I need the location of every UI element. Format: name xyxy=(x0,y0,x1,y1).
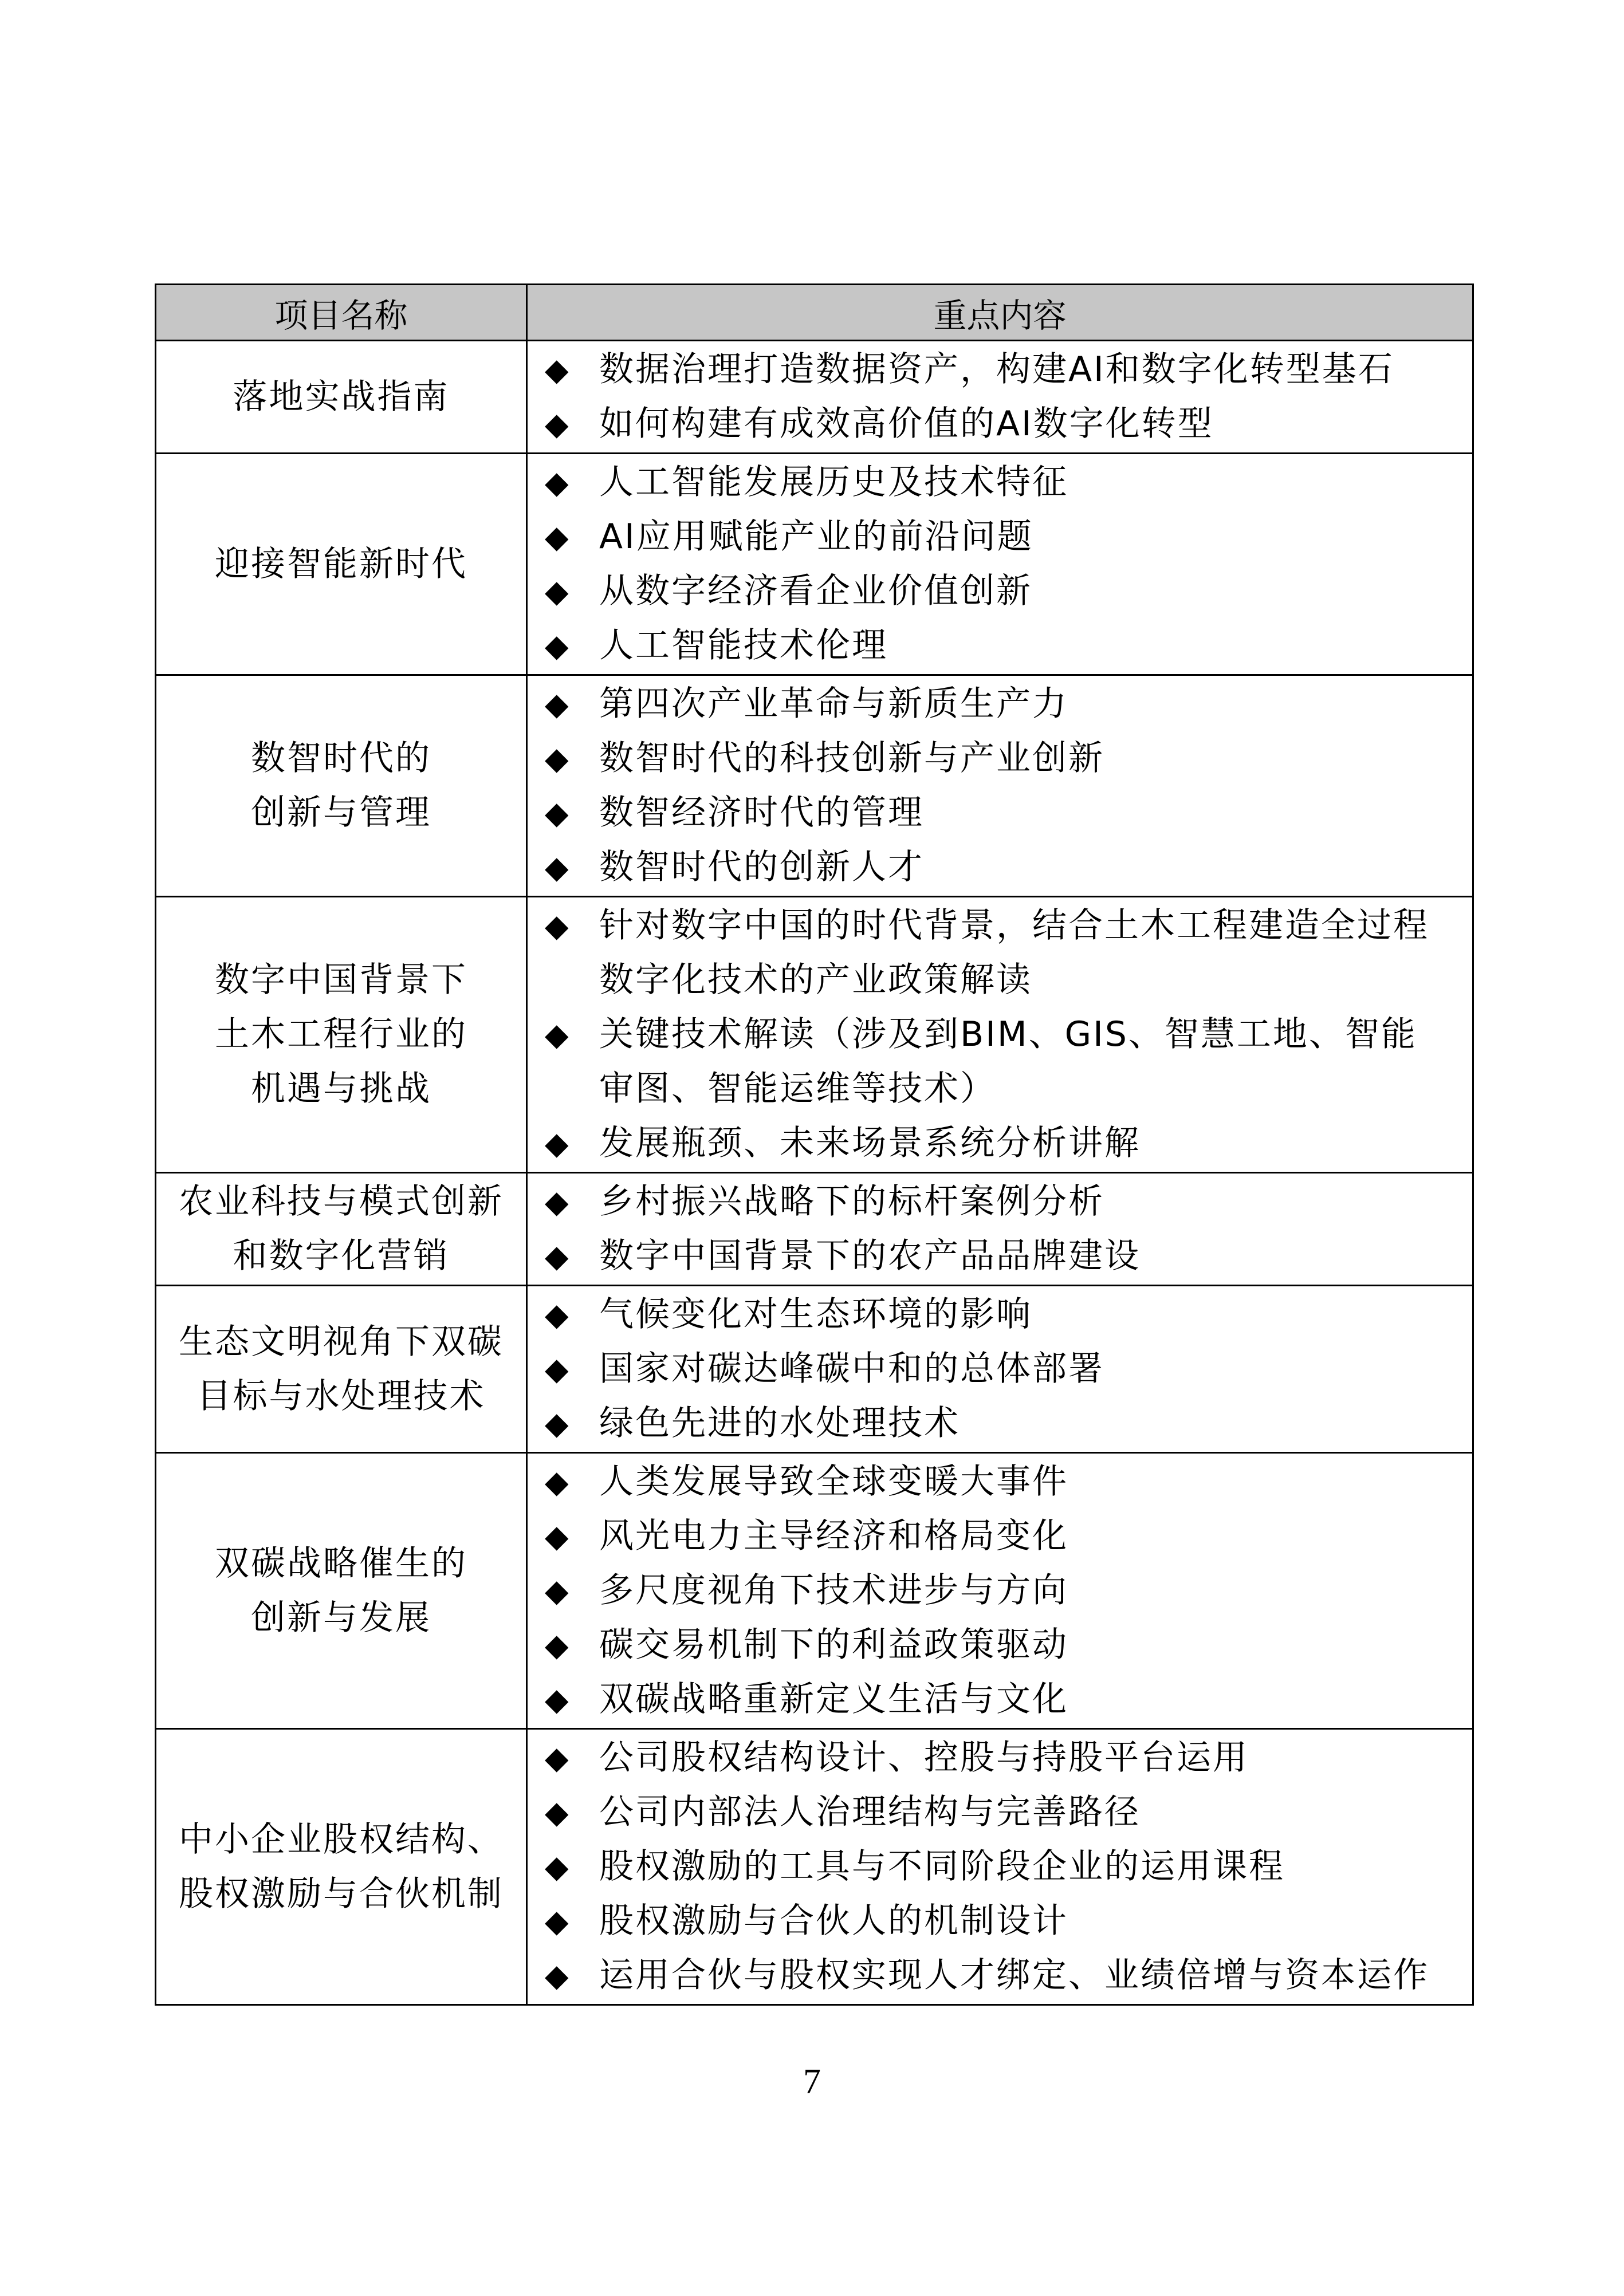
header-key-content: 重点内容 xyxy=(527,285,1473,341)
content-list-item xyxy=(545,1731,1466,1785)
content-item-text xyxy=(599,1007,1466,1116)
content-item-text xyxy=(599,1509,1466,1564)
key-content-cell xyxy=(527,1286,1473,1453)
content-list-item xyxy=(545,1229,1466,1283)
content-list-item xyxy=(545,731,1466,786)
key-content-cell xyxy=(527,897,1473,1173)
diamond-bullet-icon: ◆ xyxy=(545,908,571,944)
content-list-item xyxy=(545,677,1466,731)
page-number: 7 xyxy=(803,2062,821,2101)
content-item-text xyxy=(599,1287,1466,1342)
content-item-line: 股权激励的工具与不同阶段企业的运用课程 xyxy=(599,1846,1285,1887)
diamond-bullet-icon: ◆ xyxy=(545,795,571,831)
key-content-cell xyxy=(527,1453,1473,1729)
content-item-line: 第四次产业革命与新质生产力 xyxy=(599,684,1068,724)
content-list-item xyxy=(545,455,1466,510)
diamond-bullet-icon: ◆ xyxy=(545,573,571,609)
content-item-text xyxy=(599,564,1466,619)
diamond-bullet-icon: ◆ xyxy=(545,464,571,501)
table-row xyxy=(156,675,1473,897)
content-list-item xyxy=(545,840,1466,895)
diamond-bullet-icon: ◆ xyxy=(545,1958,571,1994)
diamond-bullet-icon: ◆ xyxy=(545,1794,571,1830)
content-list-item xyxy=(545,899,1466,1007)
diamond-bullet-icon: ◆ xyxy=(545,1238,571,1274)
content-list-item xyxy=(545,1455,1466,1509)
content-item-text xyxy=(599,1618,1466,1672)
project-name-line: 中小企业股权结构、 xyxy=(179,1819,504,1860)
diamond-bullet-icon: ◆ xyxy=(545,1903,571,1939)
diamond-bullet-icon: ◆ xyxy=(545,1681,571,1718)
content-item-line: 针对数字中国的时代背景，结合土木工程建造全过程 xyxy=(599,905,1429,946)
content-list-item xyxy=(545,1007,1466,1116)
content-item-line: 绿色先进的水处理技术 xyxy=(599,1403,960,1443)
content-item-line: 运用合伙与股权实现人才绑定、业绩倍增与资本运作 xyxy=(599,1955,1429,1995)
table-row xyxy=(156,897,1473,1173)
content-list-item xyxy=(545,564,1466,619)
content-item-text xyxy=(599,1175,1466,1229)
key-content-cell xyxy=(527,454,1473,675)
content-item-line: 气候变化对生态环境的影响 xyxy=(599,1294,1032,1334)
content-item-text xyxy=(599,1731,1466,1785)
content-item-line: 股权激励与合伙人的机制设计 xyxy=(599,1901,1068,1941)
content-item-line: 发展瓶颈、未来场景系统分析讲解 xyxy=(599,1123,1141,1163)
content-item-line: 公司股权结构设计、控股与持股平台运用 xyxy=(599,1738,1249,1778)
diamond-bullet-icon: ◆ xyxy=(545,1464,571,1500)
project-name-cell xyxy=(156,897,527,1173)
content-item-line: 人工智能技术伦理 xyxy=(599,625,888,665)
project-name-cell xyxy=(156,1453,527,1729)
diamond-bullet-icon: ◆ xyxy=(545,741,571,777)
project-name-line: 创新与发展 xyxy=(251,1597,431,1638)
content-item-text xyxy=(599,397,1466,451)
diamond-bullet-icon: ◆ xyxy=(545,849,571,885)
diamond-bullet-icon: ◆ xyxy=(545,1740,571,1776)
diamond-bullet-icon: ◆ xyxy=(545,1351,571,1387)
content-list-item xyxy=(545,1618,1466,1672)
key-content-cell xyxy=(527,1729,1473,2005)
program-table-container xyxy=(155,283,1472,2006)
content-item-text xyxy=(599,1948,1466,2003)
content-list-item xyxy=(545,397,1466,451)
table-header-row xyxy=(156,285,1473,341)
content-item-line: 风光电力主导经济和格局变化 xyxy=(599,1516,1068,1556)
project-name-line: 股权激励与合伙机制 xyxy=(179,1873,504,1914)
content-item-line: AI应用赋能产业的前沿问题 xyxy=(599,517,1033,557)
project-name-cell xyxy=(156,341,527,454)
content-item-line: 数据治理打造数据资产，构建AI和数字化转型基石 xyxy=(599,349,1394,389)
content-item-text xyxy=(599,1229,1466,1283)
content-item-text xyxy=(599,1342,1466,1396)
content-item-text xyxy=(599,1455,1466,1509)
diamond-bullet-icon: ◆ xyxy=(545,406,571,442)
content-item-line: 乡村振兴战略下的标杆案例分析 xyxy=(599,1182,1104,1222)
project-name-cell xyxy=(156,675,527,897)
content-list-item xyxy=(545,1509,1466,1564)
project-name-line: 落地实战指南 xyxy=(233,376,450,417)
content-list-item xyxy=(545,1564,1466,1618)
key-content-cell xyxy=(527,341,1473,454)
content-item-line: 公司内部法人治理结构与完善路径 xyxy=(599,1792,1141,1832)
content-item-text xyxy=(599,1785,1466,1840)
diamond-bullet-icon: ◆ xyxy=(545,1518,571,1554)
header-project-name: 项目名称 xyxy=(156,285,527,341)
content-list-item xyxy=(545,1116,1466,1171)
content-item-line: 双碳战略重新定义生活与文化 xyxy=(599,1679,1068,1719)
project-name-line: 目标与水处理技术 xyxy=(196,1376,486,1416)
project-name-line: 数字中国背景下 xyxy=(215,960,467,1000)
content-item-line: 国家对碳达峰碳中和的总体部署 xyxy=(599,1349,1104,1389)
project-name-line: 和数字化营销 xyxy=(233,1236,450,1276)
project-name-line: 迎接智能新时代 xyxy=(215,544,467,584)
content-item-text xyxy=(599,1894,1466,1948)
content-item-text xyxy=(599,840,1466,895)
content-item-text xyxy=(599,1672,1466,1727)
table-row xyxy=(156,341,1473,454)
content-list-item xyxy=(545,619,1466,673)
key-content-cell xyxy=(527,1173,1473,1286)
table-row xyxy=(156,1729,1473,2005)
content-list-item xyxy=(545,1175,1466,1229)
project-name-cell xyxy=(156,454,527,675)
content-list-item xyxy=(545,786,1466,840)
table-row xyxy=(156,1173,1473,1286)
content-item-text xyxy=(599,1396,1466,1451)
project-name-line: 创新与管理 xyxy=(251,793,431,833)
diamond-bullet-icon: ◆ xyxy=(545,1184,571,1220)
content-item-line: 如何构建有成效高价值的AI数字化转型 xyxy=(599,404,1214,444)
diamond-bullet-icon: ◆ xyxy=(545,1017,571,1053)
content-item-line: 数智时代的创新人才 xyxy=(599,847,924,887)
content-item-text xyxy=(599,455,1466,510)
content-item-line: 多尺度视角下技术进步与方向 xyxy=(599,1570,1068,1610)
content-item-line: 人工智能发展历史及技术特征 xyxy=(599,462,1068,502)
content-item-line: 审图、智能运维等技术） xyxy=(599,1069,996,1109)
content-item-text xyxy=(599,1840,1466,1894)
project-name-line: 双碳战略催生的 xyxy=(215,1543,467,1584)
table-row xyxy=(156,1286,1473,1453)
project-name-cell xyxy=(156,1173,527,1286)
project-name-line: 土木工程行业的 xyxy=(215,1014,467,1054)
content-item-text xyxy=(599,342,1466,397)
content-item-line: 碳交易机制下的利益政策驱动 xyxy=(599,1625,1068,1665)
diamond-bullet-icon: ◆ xyxy=(545,1125,571,1161)
diamond-bullet-icon: ◆ xyxy=(545,1573,571,1609)
content-item-line: 从数字经济看企业价值创新 xyxy=(599,571,1032,611)
content-item-line: 数智时代的科技创新与产业创新 xyxy=(599,738,1104,778)
project-name-line: 农业科技与模式创新 xyxy=(179,1182,504,1222)
table-row xyxy=(156,1453,1473,1729)
diamond-bullet-icon: ◆ xyxy=(545,1405,571,1442)
content-list-item xyxy=(545,1287,1466,1342)
project-name-line: 生态文明视角下双碳 xyxy=(179,1321,504,1362)
diamond-bullet-icon: ◆ xyxy=(545,352,571,388)
diamond-bullet-icon: ◆ xyxy=(545,1849,571,1885)
content-list-item xyxy=(545,1840,1466,1894)
project-name-cell xyxy=(156,1729,527,2005)
project-name-line: 数智时代的 xyxy=(251,738,431,778)
content-item-text xyxy=(599,786,1466,840)
table-row xyxy=(156,454,1473,675)
content-item-line: 数字化技术的产业政策解读 xyxy=(599,960,1032,1000)
content-list-item xyxy=(545,1396,1466,1451)
project-name-cell xyxy=(156,1286,527,1453)
diamond-bullet-icon: ◆ xyxy=(545,519,571,555)
content-item-text xyxy=(599,619,1466,673)
content-list-item xyxy=(545,1894,1466,1948)
content-list-item xyxy=(545,1342,1466,1396)
program-table xyxy=(155,283,1474,2006)
diamond-bullet-icon: ◆ xyxy=(545,686,571,722)
content-list-item xyxy=(545,1672,1466,1727)
diamond-bullet-icon: ◆ xyxy=(545,628,571,664)
diamond-bullet-icon: ◆ xyxy=(545,1297,571,1333)
content-item-text xyxy=(599,677,1466,731)
content-item-text xyxy=(599,1116,1466,1171)
diamond-bullet-icon: ◆ xyxy=(545,1627,571,1663)
content-list-item xyxy=(545,342,1466,397)
content-item-line: 数字中国背景下的农产品品牌建设 xyxy=(599,1236,1141,1276)
key-content-cell xyxy=(527,675,1473,897)
content-item-line: 关键技术解读（涉及到BIM、GIS、智慧工地、智能 xyxy=(599,1014,1417,1054)
content-list-item xyxy=(545,1948,1466,2003)
content-list-item xyxy=(545,510,1466,564)
content-item-text xyxy=(599,899,1466,1007)
content-item-text xyxy=(599,731,1466,786)
table-body xyxy=(156,341,1473,2005)
content-item-line: 人类发展导致全球变暖大事件 xyxy=(599,1462,1068,1502)
content-list-item xyxy=(545,1785,1466,1840)
content-item-text xyxy=(599,510,1466,564)
content-item-line: 数智经济时代的管理 xyxy=(599,793,924,833)
content-item-text xyxy=(599,1564,1466,1618)
project-name-line: 机遇与挑战 xyxy=(251,1069,431,1109)
